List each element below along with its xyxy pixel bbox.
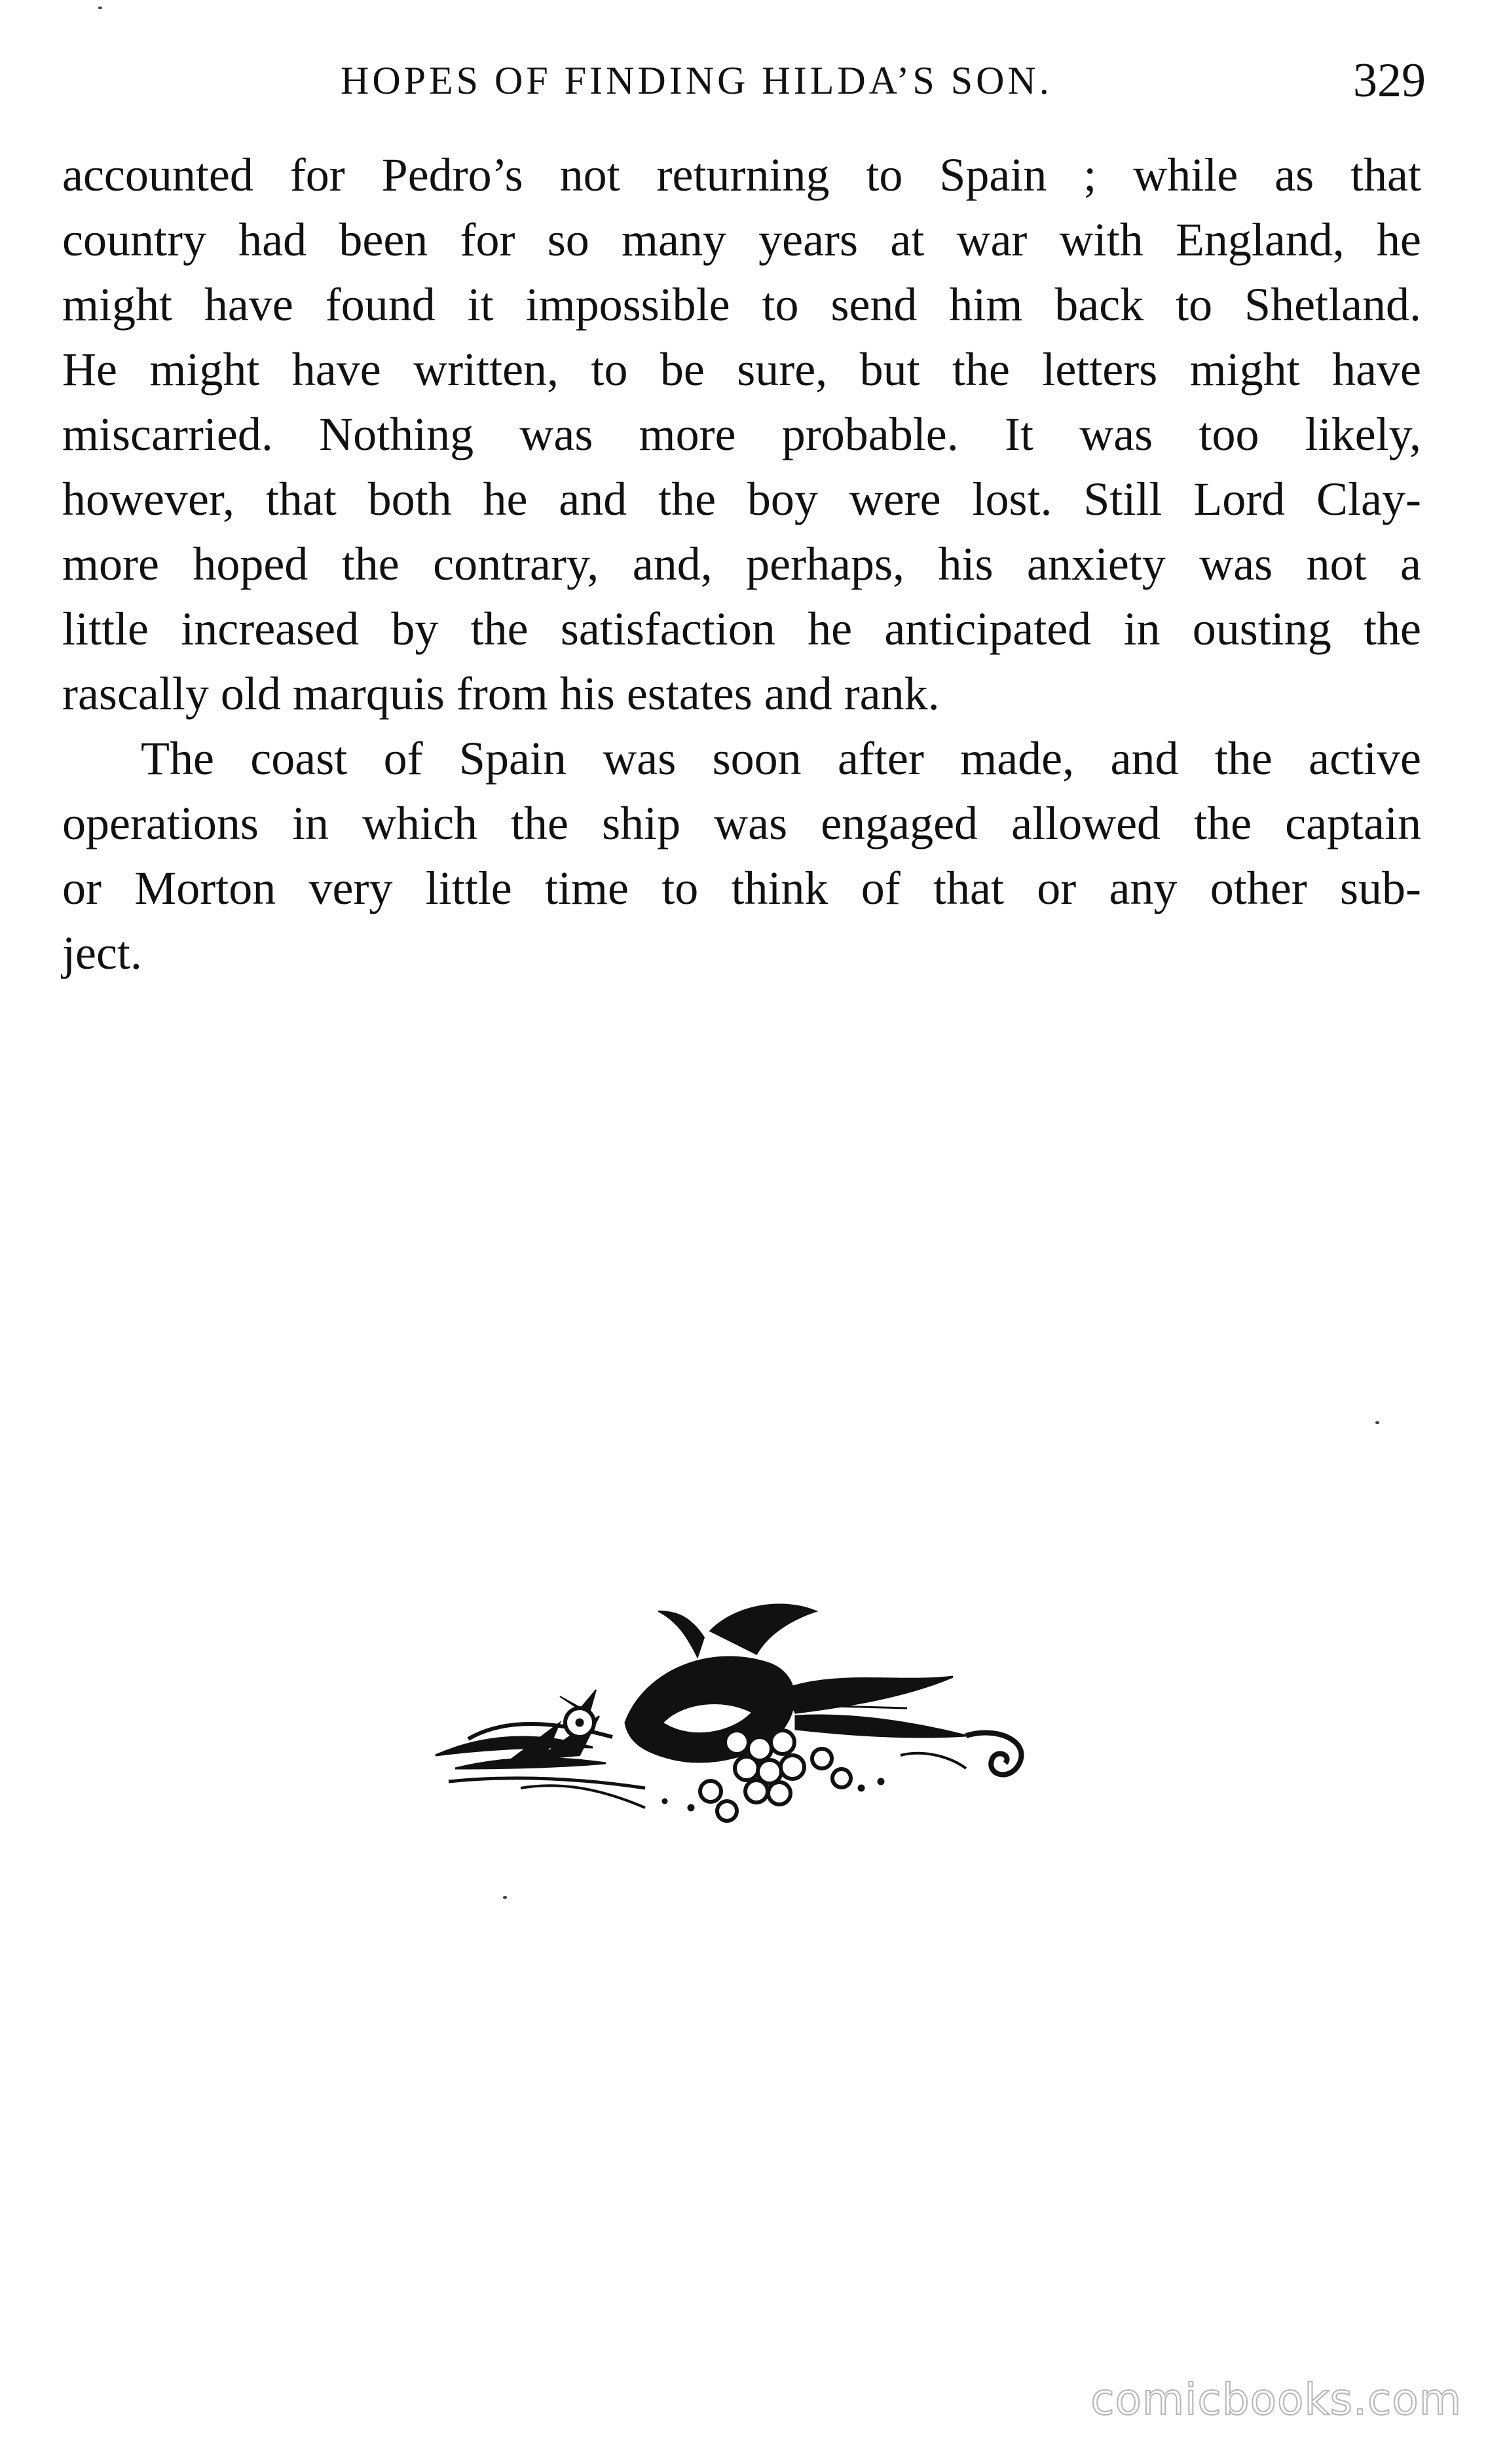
running-title: HOPES OF FINDING HILDA’S SON. <box>341 59 1052 102</box>
page-number: 329 <box>1353 54 1426 107</box>
text-line: operations in which the ship was engaged allowed the captain <box>62 797 1421 849</box>
text-line: might have found it impossible to send him back to Shetland. <box>62 278 1421 331</box>
text-line: He might have written, to be sure, but the letters might have <box>62 343 1421 396</box>
text-line: more hoped the contrary, and, perhaps, his anxiety was not a <box>62 538 1421 590</box>
running-head <box>0 51 1488 110</box>
text-line: The coast of Spain was soon after made, and the active <box>141 732 1421 785</box>
text-line: accounted for Pedro’s not returning to Spain ; while as that <box>62 149 1421 201</box>
text-line: rascally old marquis from his estates and rank. <box>62 667 940 720</box>
text-line: country had been for so many years at war with England, he <box>62 214 1421 266</box>
watermark-text: comicbooks.com <box>1090 2374 1462 2425</box>
stray-ink-mark <box>1375 1421 1379 1424</box>
page-body <box>62 143 1421 986</box>
text-line: however, that both he and the boy were lost. Still Lord Clay- <box>62 473 1421 525</box>
paragraph-1 <box>62 143 1421 726</box>
stray-ink-mark <box>98 7 102 9</box>
paragraph-2 <box>62 726 1421 986</box>
text-line: ject. <box>62 927 142 979</box>
text-line: miscarried. Nothing was more probable. It was too likely, <box>62 408 1421 460</box>
floral-tailpiece-icon <box>429 1592 1058 1827</box>
stray-ink-mark <box>503 1896 507 1899</box>
text-line: or Morton very little time to think of that or any other sub- <box>62 862 1421 914</box>
text-line: little increased by the satisfaction he anticipated in ousting the <box>62 603 1421 655</box>
